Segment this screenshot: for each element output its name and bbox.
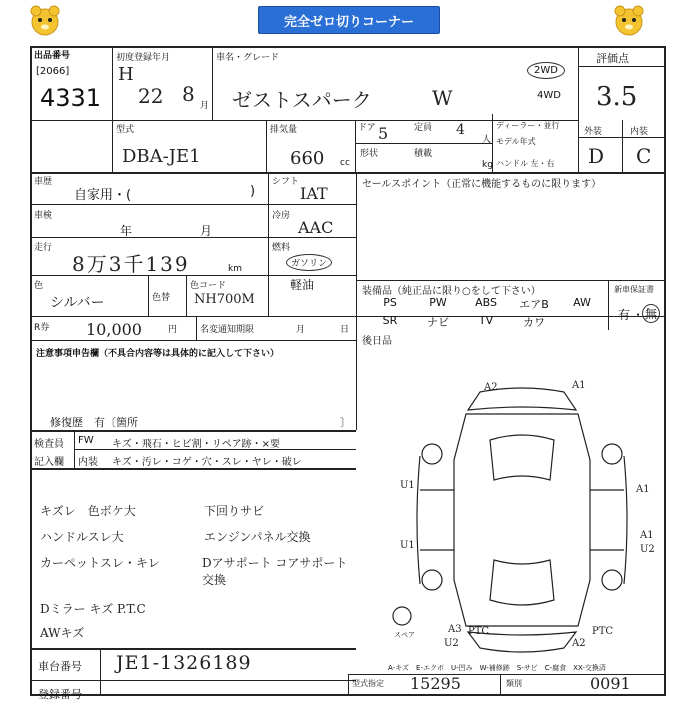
recycle-value: 10,000 — [86, 320, 142, 339]
diag-label-u2-left: U2 — [444, 638, 459, 649]
reg-year: 22 — [138, 84, 164, 108]
model-name: ゼストスパーク — [232, 88, 372, 112]
remark-4: Dミラー キズ P.T.C — [40, 602, 146, 616]
checker-row1-text: キズ・飛石・ヒビ割・リペア跡・×要 — [112, 439, 280, 450]
score-ext-label: 外装 — [584, 127, 603, 137]
category-label: 類別 — [506, 679, 522, 688]
diag-label-a1-top: A1 — [572, 380, 586, 391]
remark-6: 下回りサビ — [204, 504, 265, 518]
color-label: 色 — [34, 281, 44, 291]
regno-label: 登録番号 — [38, 688, 82, 701]
mascot-right-icon — [612, 4, 646, 38]
inspection-month: 月 — [200, 224, 213, 238]
shape-label: 形状 — [360, 149, 379, 159]
remarks — [36, 490, 356, 650]
type-designation-label: 型式指定 — [352, 679, 384, 688]
name-change-label: 名変通知期限 — [200, 325, 255, 335]
fuel-gasoline: ガソリン — [286, 254, 332, 271]
color-change-label: 色替 — [152, 293, 171, 303]
model-label: 車名・グレード — [216, 53, 280, 63]
engine-value: 660 — [290, 148, 325, 169]
chassis-label: 車台番号 — [38, 660, 82, 673]
diag-label-a2-bottom: A2 — [572, 638, 586, 649]
equipment-grid — [366, 296, 606, 330]
remark-8: Dアサポート コアサポート交換 — [202, 556, 348, 587]
diag-label-u1-left: U1 — [400, 480, 415, 491]
diag-label-spare: スペア — [394, 631, 415, 639]
usage-value: 自家用・( — [74, 188, 132, 203]
diag-label-a3: A3 — [448, 624, 462, 635]
ac-value: AAC — [298, 218, 334, 237]
fuel-diesel: 軽油 — [290, 278, 315, 292]
usage-close: ) — [250, 184, 256, 199]
lot-number: 4331 — [40, 84, 102, 112]
mileage-label: 走行 — [34, 243, 53, 253]
remark-5: AWキズ — [40, 626, 85, 640]
newcar-sep: ・ — [632, 308, 645, 322]
equip-abs: ABS — [475, 296, 497, 309]
model-year-label: モデル年式 — [496, 137, 536, 146]
diag-label-u1-left-2: U1 — [400, 540, 415, 551]
fuel-label: 燃料 — [272, 243, 291, 253]
color-code: NH700M — [194, 292, 255, 307]
usage-label: 車歴 — [34, 177, 53, 187]
checker-row1-key: FW — [78, 435, 94, 446]
drive-4wd: 4WD — [537, 90, 561, 101]
capacity-value: 4 — [456, 122, 465, 138]
score-int-label: 内装 — [630, 127, 649, 137]
equip-aw: AW — [573, 296, 591, 309]
remark-3: カーペットスレ・キレ — [40, 556, 160, 570]
lot-label: 出品番号 — [34, 51, 71, 61]
type-designation-value: 15295 — [410, 674, 461, 693]
load-label: 積載 — [414, 149, 433, 159]
rear-seat-label: 後日品 — [362, 336, 392, 347]
name-change-day: 日 — [340, 325, 350, 335]
model-grade: W — [432, 86, 453, 110]
color-value: シルバー — [50, 295, 105, 311]
equipment-label: 装備品（純正品に限り○をして下さい） — [362, 286, 541, 297]
handle-label: ハンドル 左・右 — [496, 159, 555, 168]
equip-pw: PW — [429, 296, 447, 309]
shift-label: シフト — [272, 177, 300, 187]
equip-airbag: エアB — [519, 298, 549, 311]
mascot-left-icon — [28, 4, 62, 38]
load-unit: kg — [482, 160, 493, 170]
notes-label: 注意事項申告欄（不具合内容等は具体的に記入して下さい） — [36, 349, 280, 359]
diag-label-a1-right: A1 — [636, 484, 650, 495]
capacity-unit: 人 — [482, 135, 492, 145]
recycle-label: R券 — [34, 323, 50, 333]
checker-label-2: 記入欄 — [34, 457, 64, 468]
dealer-label: ディーラー・並行 — [496, 121, 560, 130]
inspection-label: 車検 — [34, 211, 53, 221]
mileage-value: 8万3千139 — [72, 252, 190, 276]
newcar-label: 新車保証書 — [614, 285, 654, 294]
page-title: 完全ゼロ切りコーナー — [258, 6, 440, 34]
diag-label-a1-right-2: A1 — [640, 530, 654, 541]
reg-label: 初度登録年月 — [116, 53, 171, 63]
equip-sr: SR — [382, 314, 398, 327]
equip-blank — [558, 314, 606, 330]
name-change-month: 月 — [296, 325, 306, 335]
chassis-value: JE1-1326189 — [116, 652, 252, 674]
remark-1: キズレ 色ボケ大 — [40, 504, 136, 518]
diagram-labels — [380, 380, 665, 660]
engine-label: 排気量 — [270, 125, 298, 135]
diag-label-ptc-left: PTC — [468, 626, 490, 637]
equip-navi: ナビ — [427, 316, 449, 329]
doors-label: ドア — [358, 123, 376, 133]
shift-value: IAT — [300, 184, 328, 203]
repair-close: 〕 — [340, 416, 351, 429]
equip-ps: PS — [383, 296, 397, 309]
capacity-label: 定員 — [414, 123, 433, 133]
category-value: 0091 — [590, 674, 631, 693]
score-label: 評価点 — [596, 52, 629, 65]
equip-leather: カワ — [523, 316, 545, 329]
lot-sub: [2066] — [36, 66, 70, 77]
ac-label: 冷房 — [272, 211, 291, 221]
checker-row2-key: 内装 — [78, 457, 98, 468]
drive-2wd: 2WD — [527, 62, 565, 79]
checker-row2-text: キズ・汚レ・コゲ・穴・スレ・ヤレ・破レ — [112, 457, 302, 468]
reg-month: 8 — [182, 82, 195, 106]
reg-era: H — [118, 64, 134, 85]
mileage-unit: km — [228, 264, 242, 274]
score-int: C — [636, 144, 652, 168]
color-code-label: 色コード — [190, 281, 227, 291]
inspection-year: 年 — [120, 224, 133, 238]
doors-value: 5 — [378, 124, 389, 143]
type-label: 型式 — [116, 125, 135, 135]
score-ext: D — [588, 144, 605, 168]
reg-month-unit: 月 — [200, 101, 210, 111]
remark-2: ハンドルスレ大 — [40, 530, 124, 544]
repair-label: 修復歴 有〔箇所 — [50, 416, 138, 429]
diag-label-a2-top: A2 — [484, 382, 498, 393]
diag-label-u2-right: U2 — [640, 544, 655, 555]
sales-label: セールスポイント（正常に機能するものに限ります） — [362, 179, 602, 190]
score-value: 3.5 — [596, 82, 638, 112]
newcar-no: 無 — [642, 304, 660, 323]
recycle-unit: 円 — [168, 325, 178, 335]
diag-label-ptc-right: PTC — [592, 626, 614, 637]
checker-label: 検査員 — [34, 439, 64, 450]
engine-unit: cc — [340, 158, 350, 168]
equip-tv: TV — [478, 314, 494, 327]
type-value: DBA-JE1 — [122, 146, 201, 167]
newcar-yes: 有 — [618, 308, 631, 322]
damage-legend: A-キズ E-エクボ U-凹み W-補修跡 S-サビ C-腐食 XX-交換済 — [388, 664, 606, 672]
remark-7: エンジンパネル交換 — [204, 530, 311, 544]
